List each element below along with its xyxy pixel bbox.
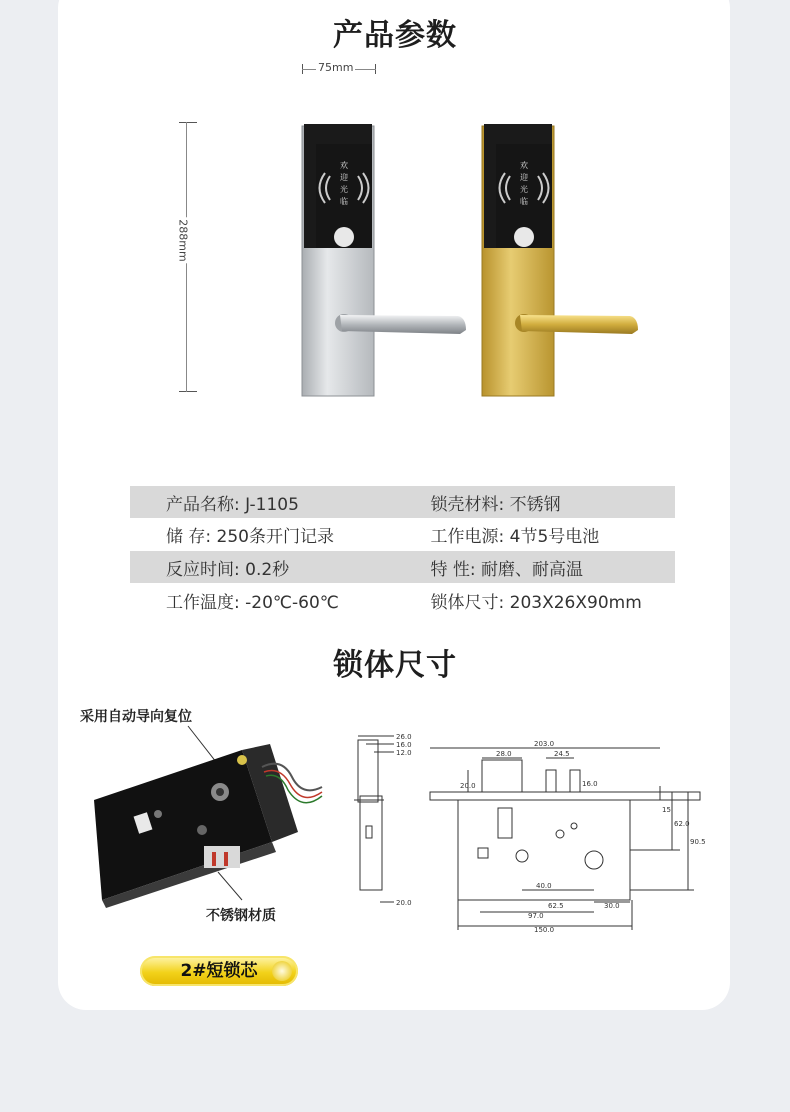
lock-body-image bbox=[92, 722, 332, 912]
spec-shell-material: 锁壳材料: 不锈钢 bbox=[430, 494, 561, 515]
lock-products-image bbox=[290, 118, 650, 403]
spec-lock-size: 锁体尺寸: 203X26X90mm bbox=[430, 592, 642, 613]
drawing-label-top-1: 203.0 bbox=[534, 740, 555, 748]
drawing-label-bottom-2: 62.5 bbox=[548, 902, 564, 910]
drawing-label-side-4: 20.0 bbox=[396, 899, 412, 907]
drawing-label-right-1: 15 bbox=[662, 806, 671, 814]
callout-stainless: 不锈钢材质 bbox=[206, 908, 276, 924]
drawing-label-right-3: 90.5 bbox=[690, 838, 706, 846]
dimension-drawing bbox=[350, 730, 710, 935]
lock-body-title: 锁体尺寸 bbox=[333, 648, 457, 683]
drawing-label-top-5: 16.0 bbox=[582, 780, 598, 788]
drawing-label-bottom-3: 30.0 bbox=[604, 902, 620, 910]
spec-row-3 bbox=[130, 551, 675, 583]
drawing-label-top-3: 24.5 bbox=[554, 750, 570, 758]
drawing-label-bottom-5: 150.0 bbox=[534, 926, 555, 934]
drawing-label-side-2: 16.0 bbox=[396, 741, 412, 749]
svg-text:光: 光 bbox=[520, 185, 528, 194]
svg-text:欢: 欢 bbox=[520, 161, 528, 170]
spec-features: 特 性: 耐磨、耐高温 bbox=[430, 559, 584, 580]
drawing-label-top-4: 20.0 bbox=[460, 782, 476, 790]
spec-product-name: 产品名称: J-1105 bbox=[166, 494, 299, 515]
spec-storage: 储 存: 250条开门记录 bbox=[166, 526, 334, 547]
spec-row-1 bbox=[130, 486, 675, 518]
spec-response-time: 反应时间: 0.2秒 bbox=[166, 559, 290, 580]
drawing-label-side-1: 26.0 bbox=[396, 733, 412, 741]
lock-core-badge: 2#短锁芯 bbox=[140, 956, 298, 986]
spec-power: 工作电源: 4节5号电池 bbox=[430, 526, 600, 547]
badge-right-dot bbox=[272, 961, 292, 981]
svg-text:迎: 迎 bbox=[340, 173, 348, 182]
spec-row-2 bbox=[130, 518, 675, 550]
drawing-label-bottom-4: 97.0 bbox=[528, 912, 544, 920]
spec-temperature: 工作温度: -20℃-60℃ bbox=[166, 592, 339, 613]
drawing-label-bottom-1: 40.0 bbox=[536, 882, 552, 890]
svg-text:欢: 欢 bbox=[340, 161, 348, 170]
svg-text:迎: 迎 bbox=[520, 173, 528, 182]
width-dimension bbox=[300, 58, 378, 78]
svg-text:临: 临 bbox=[520, 197, 528, 206]
svg-text:临: 临 bbox=[340, 197, 348, 206]
drawing-label-top-2: 28.0 bbox=[496, 750, 512, 758]
silver-lock bbox=[302, 124, 466, 396]
callout-auto-return: 采用自动导向复位 bbox=[80, 709, 192, 725]
height-dimension bbox=[176, 122, 206, 392]
width-label: 75mm bbox=[318, 61, 354, 74]
drawing-label-right-2: 62.0 bbox=[674, 820, 690, 828]
height-label: 288mm bbox=[176, 219, 190, 262]
svg-text:光: 光 bbox=[340, 185, 348, 194]
spec-row-4 bbox=[130, 584, 675, 616]
params-title: 产品参数 bbox=[333, 18, 457, 53]
gold-lock bbox=[482, 124, 638, 396]
drawing-label-side-3: 12.0 bbox=[396, 749, 412, 757]
